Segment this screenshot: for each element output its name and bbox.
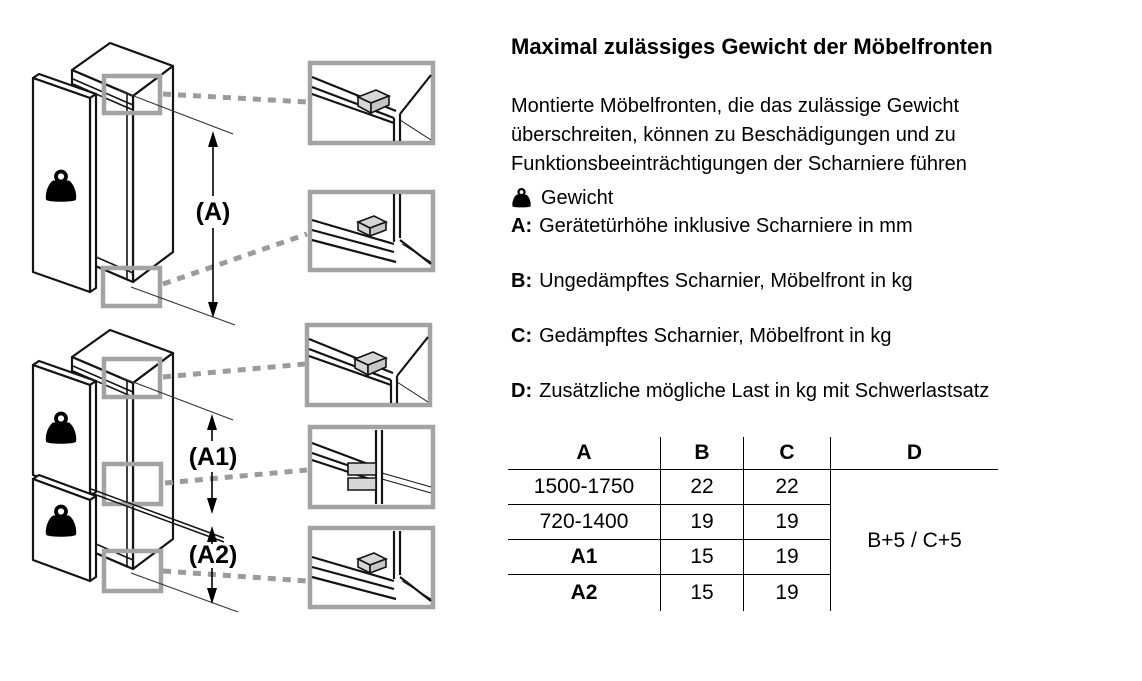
- intro-line-3: Funktionsbeeinträchtigungen der Scharniere führen: [511, 153, 967, 175]
- hinge-detail-combo-top: [307, 325, 430, 405]
- legend-text-a: Gerätetürhöhe inklusive Scharniere in mm: [539, 215, 913, 237]
- dim-label-a2: (A2): [188, 541, 238, 569]
- table-cell: 1500-1750: [508, 470, 660, 505]
- table-cell: 720-1400: [508, 505, 660, 540]
- table-cell: 19: [743, 505, 830, 540]
- hinge-detail-combo-middle: [310, 427, 433, 507]
- intro-paragraph: [511, 92, 1123, 179]
- table-cell: 15: [660, 575, 743, 611]
- page-title: Maximal zulässiges Gewicht der Möbelfronten: [511, 34, 993, 59]
- legend-text-d: Zusätzliche mögliche Last in kg mit Schwerlastsatz: [539, 380, 990, 402]
- table-cell-d-merged: B+5 / C+5: [830, 470, 998, 611]
- legend-text-b: Ungedämpftes Scharnier, Möbelfront in kg: [539, 270, 913, 292]
- weight-table: [508, 437, 998, 611]
- col-header-b: B: [660, 437, 743, 470]
- table-cell: 22: [743, 470, 830, 505]
- legend-text-c: Gedämpftes Scharnier, Möbelfront in kg: [539, 325, 892, 347]
- legend: [511, 184, 1139, 405]
- legend-item-c: [511, 322, 1139, 350]
- hinge-detail-upper-bottom: [310, 192, 433, 270]
- legend-item-d: [511, 377, 1139, 405]
- weight-icon: [511, 187, 532, 210]
- legend-key-b: B:: [511, 270, 533, 292]
- table-cell: 15: [660, 540, 743, 575]
- intro-line-2: überschreiten, können zu Beschädigungen und zu: [511, 124, 956, 146]
- legend-weight: [511, 184, 1139, 212]
- col-header-c: C: [743, 437, 830, 470]
- hinge-detail-combo-bottom: [310, 528, 433, 607]
- dim-label-a1: (A1): [188, 443, 238, 471]
- hinge-detail-upper-top: [310, 63, 433, 143]
- intro-line-1: Montierte Möbelfronten, die das zulässige Gewicht: [511, 95, 960, 117]
- legend-key-a: A:: [511, 215, 533, 237]
- dim-label-a: (A): [195, 198, 231, 226]
- table-cell: A1: [508, 540, 660, 575]
- installation-diagram: [0, 0, 480, 660]
- legend-weight-label: Gewicht: [541, 187, 614, 209]
- legend-item-a: [511, 212, 1139, 240]
- table-cell: 22: [660, 470, 743, 505]
- col-header-a: A: [508, 437, 660, 470]
- callout-dotted-lines-upper: [163, 94, 307, 284]
- table-cell: 19: [743, 540, 830, 575]
- legend-item-b: [511, 267, 1139, 295]
- table-cell: A2: [570, 581, 598, 604]
- text-column: [511, 30, 1139, 405]
- col-header-d: D: [830, 437, 998, 470]
- legend-key-c: C:: [511, 325, 533, 347]
- legend-key-d: D:: [511, 380, 533, 402]
- table-cell: 19: [660, 505, 743, 540]
- table-cell: 19: [743, 575, 830, 611]
